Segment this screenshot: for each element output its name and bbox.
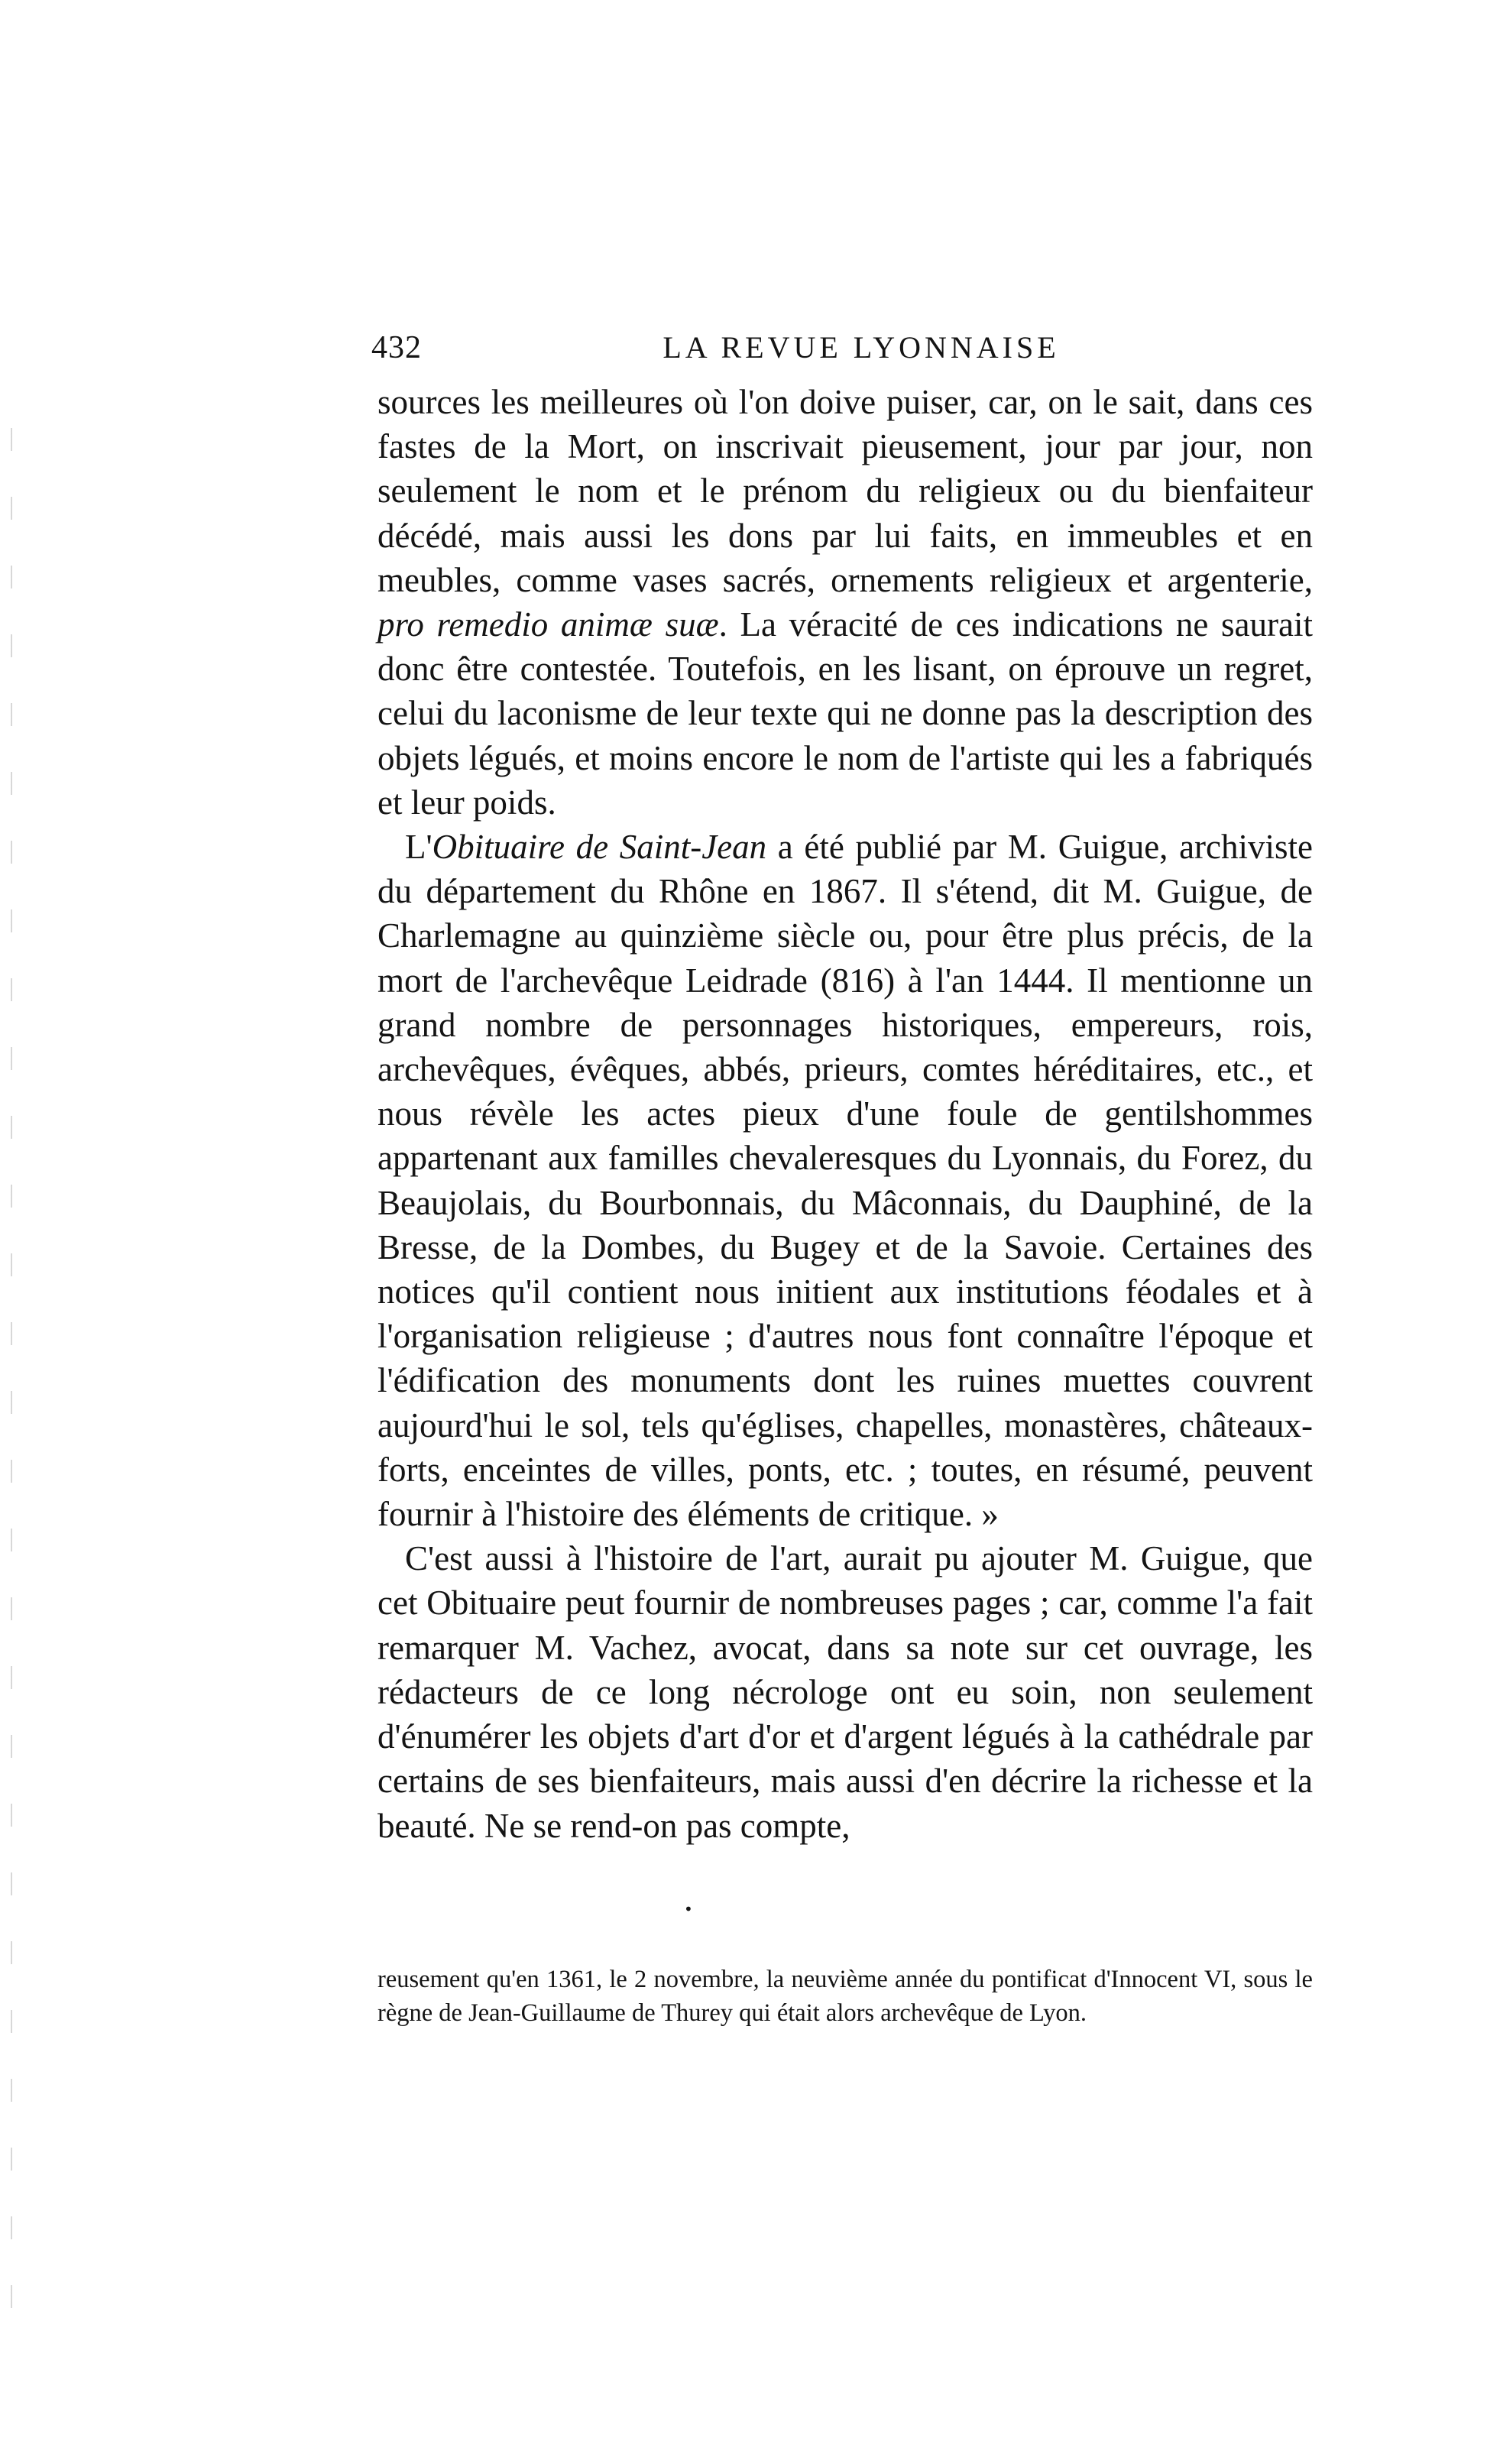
paragraph-text: . La véracité de ces indications ne saurait donc être contestée. Toutefois, en les lisant, on éprouve un regret, celui du laconisme de leur texte qui ne donne pas la description des objets légués, et moins encore le nom de l'artiste qui les a fabriqués et leur poids.	[377, 605, 1313, 822]
paragraph-text: a été publié par M. Guigue, archiviste du département du Rhône en 1867. Il s'étend, dit M. Guigue, de Charlemagne au quinzième siècle ou, pour être plus précis, de la mort de l'archevêque Leidrade (816) à l'an 1444. Il mentionne un grand nombre de personnages historiques, empereurs, rois, archevêques, évêques, abbés, prieurs, comtes héréditaires, etc., et nous révèle les actes pieux d'une foule de gentilshommes appartenant aux familles chevaleresques du Lyonnais, du Forez, du Beaujolais, du Bourbonnais, du Mâconnais, du Dauphiné, de la Bresse, de la Dombes, du Bugey et de la Savoie. Certaines des notices qu'il contient nous initient aux institutions féodales et à l'organisation religieuse ; d'autres nous font connaître l'époque et l'édification des monuments dont les ruines muettes couvrent aujourd'hui le sol, tels qu'églises, chapelles, monastères, châteaux-forts, enceintes de villes, ponts, etc. ; toutes, en résumé, peuvent fournir à l'histoire des éléments de critique. »	[377, 828, 1313, 1534]
paragraph-text: sources les meilleures où l'on doive puiser, car, on le sait, dans ces fastes de la Mort, on inscrivait pieusement, jour par jour, non seulement le nom et le prénom du religieux ou du bienfaiteur décédé, mais aussi les dons par lui faits, en immeubles et en meubles, comme vases sacrés, ornements religieux et argenterie,	[377, 383, 1313, 599]
separator-dot: •	[684, 1900, 693, 1918]
body-text	[377, 380, 1313, 1848]
paragraph-text: C'est aussi à l'histoire de l'art, aurait pu ajouter M. Guigue, que cet Obituaire peut fournir de nombreuses pages ; car, comme l'a fait remarquer M. Vachez, avocat, dans sa note sur cet ouvrage, les rédacteurs de ce long nécrologe ont eu soin, non seulement d'énumérer les objets d'art d'or et d'argent légués à la cathédrale par certains de ses bienfaiteurs, mais aussi d'en décrire la richesse et la beauté. Ne se rend-on pas compte,	[377, 1539, 1313, 1845]
paragraph-3	[377, 1536, 1313, 1847]
paragraph-text: L'	[405, 828, 433, 867]
work-title: Obituaire de Saint-Jean	[432, 828, 767, 867]
running-head	[371, 329, 1320, 375]
latin-phrase: pro remedio animæ suæ	[377, 605, 719, 644]
footnote	[377, 1963, 1313, 2030]
running-title: LA REVUE LYONNAISE	[663, 330, 1060, 365]
paragraph-2	[377, 825, 1313, 1536]
paragraph-1	[377, 380, 1313, 825]
scan-margin-mark	[11, 428, 12, 2339]
footnote-text: reusement qu'en 1361, le 2 novembre, la neuvième année du pontificat d'Innocent VI, sous le règne de Jean-Guillaume de Thurey qui était alors archevêque de Lyon.	[377, 1966, 1313, 2027]
page-number: 432	[371, 330, 422, 365]
